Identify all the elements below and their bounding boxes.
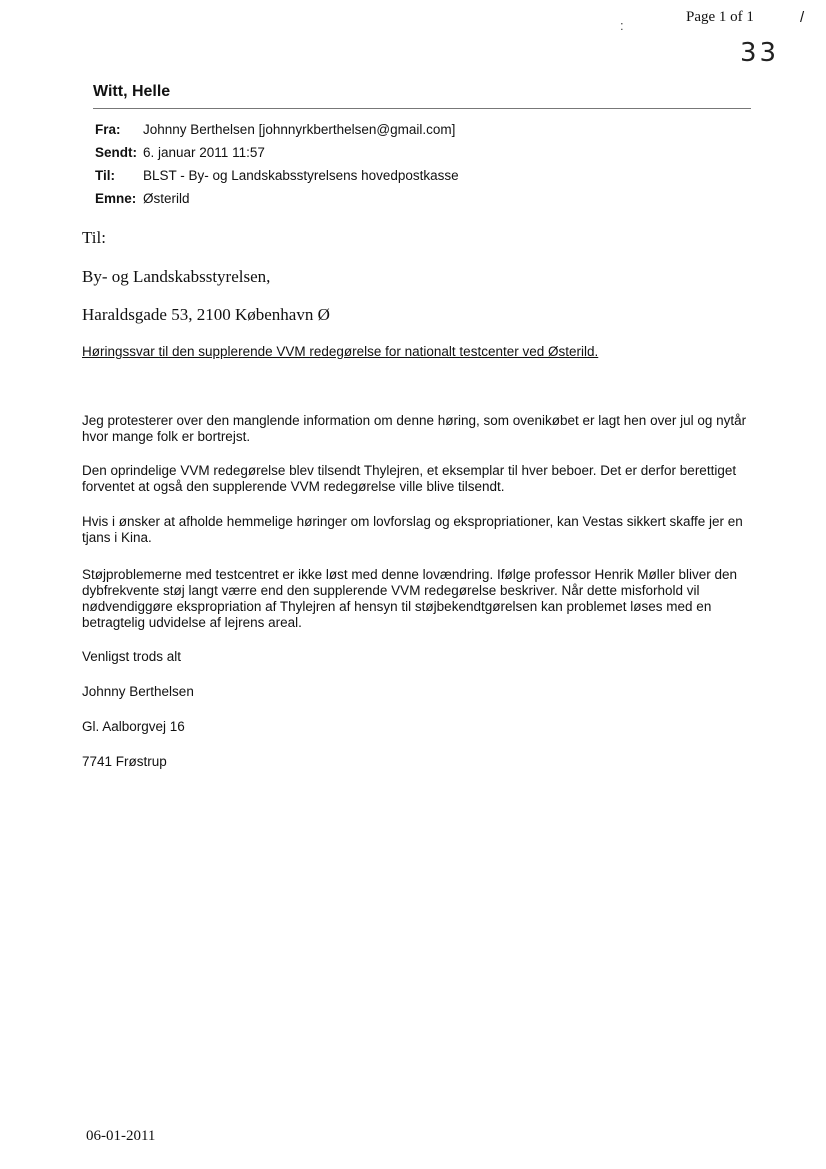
sender-street: Gl. Aalborgvej 16 (82, 719, 185, 734)
recipient-address: Haraldsgade 53, 2100 København Ø (82, 305, 330, 324)
body-paragraph-2: Den oprindelige VVM redegørelse blev tilsendt Thylejren, et eksemplar til hver beboer. Det er derfor berettiget forventet at også den supplerende VVM redegørelse ville blive tilsendt. (82, 463, 737, 494)
header-row-from (95, 121, 459, 144)
page-indicator: Page 1 of 1 (686, 9, 754, 25)
header-row-to (95, 167, 459, 190)
subject-value: Østerild (143, 191, 190, 206)
closing-line: Venligst trods alt (82, 649, 182, 664)
body-paragraph-4: Støjproblemerne med testcentret er ikke løst med denne lovændring. Ifølge professor Henrik Møller bliver den dybfrekvente støj langt værre end den supplerende VVM redegørelse beskriver. Når dette misforhold vil nødvendiggøre ekspropriation af Thylejren af hensyn til støjbekendtgørelsen kan problemet løses med en betragtelig udvidelse af lejrens areal. (82, 567, 738, 630)
from-value: Johnny Berthelsen [johnnyrkberthelsen@gmail.com] (143, 122, 456, 137)
to-value: BLST - By- og Landskabsstyrelsens hovedpostkasse (143, 168, 459, 183)
from-label: Fra: (95, 122, 121, 137)
corner-mark: / (800, 9, 805, 26)
letter-to-label: Til: (82, 228, 106, 247)
recipient-organization: By- og Landskabsstyrelsen, (82, 267, 271, 286)
sender-city: 7741 Frøstrup (82, 754, 167, 769)
sent-label: Sendt: (95, 145, 137, 160)
header-row-subject (95, 190, 459, 213)
footer-date: 06-01-2011 (86, 1128, 156, 1144)
email-header (95, 121, 459, 213)
handwritten-mark: : (620, 18, 624, 33)
to-label: Til: (95, 168, 115, 183)
sent-value: 6. januar 2011 11:57 (143, 145, 265, 160)
subject-label: Emne: (95, 191, 137, 206)
header-row-sent (95, 144, 459, 167)
mailbox-owner: Witt, Helle (93, 83, 171, 100)
letter-subject-line: Høringssvar til den supplerende VVM redegørelse for nationalt testcenter ved Østerild. (82, 344, 599, 359)
body-paragraph-3: Hvis i ønsker at afholde hemmelige høringer om lovforslag og ekspropriationer, kan Vestas sikkert skaffe jer en tjans i Kina. (82, 514, 743, 545)
body-paragraph-1: Jeg protesterer over den manglende information om denne høring, som ovenikøbet er lagt hen over jul og nytår hvor mange folk er bortrejst. (82, 413, 747, 444)
sender-name: Johnny Berthelsen (82, 684, 194, 699)
handwritten-page-number: 33 (740, 38, 780, 68)
header-divider (93, 108, 751, 109)
